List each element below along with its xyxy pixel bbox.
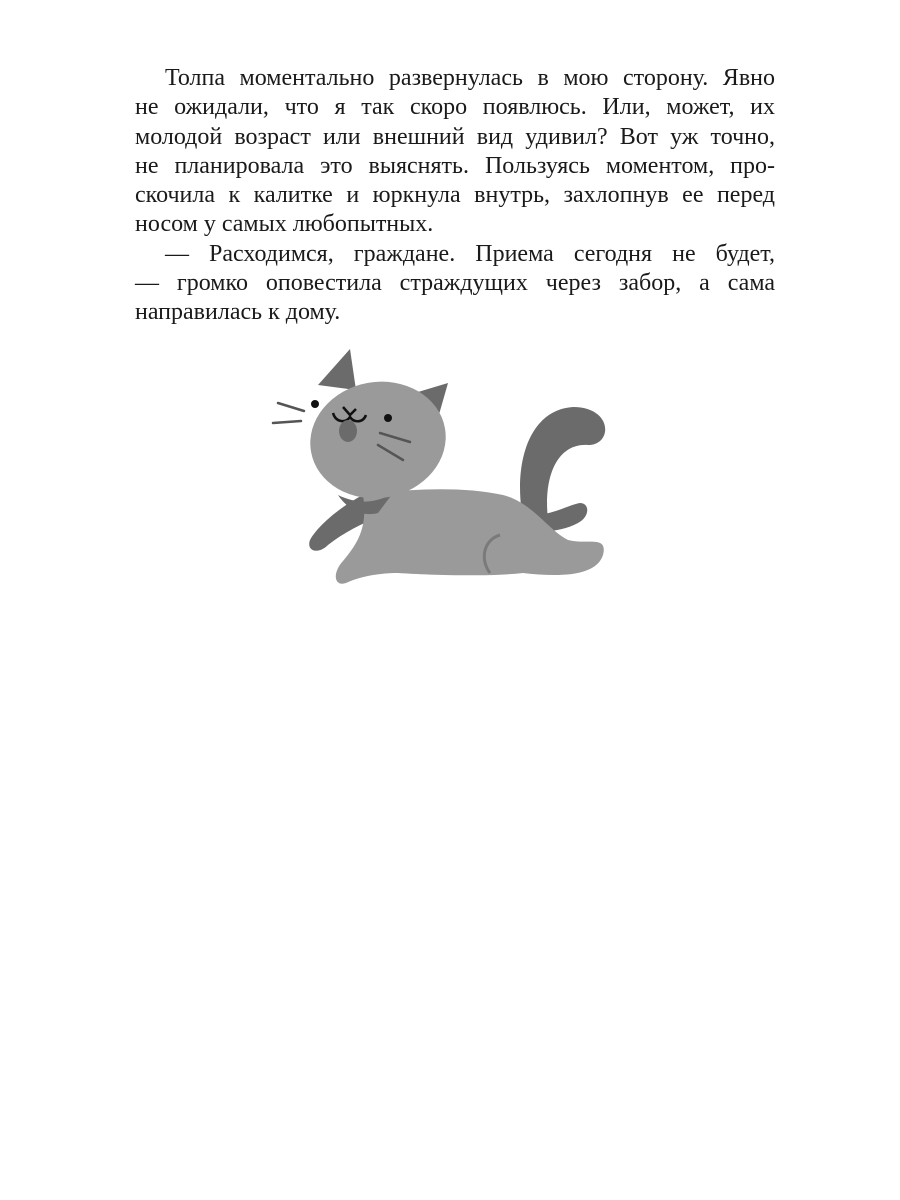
- paragraph-2: [135, 240, 775, 328]
- text-line: молодой возраст или внешний вид удивил? Вот уж точно,: [135, 123, 775, 150]
- text-line: — громко оповестила страждущих через забор, а сама: [135, 270, 775, 297]
- paragraph-1: [135, 64, 775, 240]
- book-text: [135, 64, 775, 328]
- text-line: носом у самых любопытных.: [135, 211, 434, 238]
- text-line: скочила к калитке и юркнула внутрь, захлопнув ее перед: [135, 182, 775, 209]
- text-line: направилась к дому.: [135, 299, 341, 326]
- cat-illustration-icon: [268, 345, 613, 590]
- text-line: Толпа моментально развернулась в мою сторону. Явно: [165, 65, 775, 91]
- text-line: не ожидали, что я так скоро появлюсь. Или, может, их: [135, 94, 775, 121]
- text-line: не планировала это выяснять. Пользуясь моментом, про-: [135, 152, 775, 179]
- text-line: — Расходимся, граждане. Приема сегодня не будет,: [165, 240, 775, 267]
